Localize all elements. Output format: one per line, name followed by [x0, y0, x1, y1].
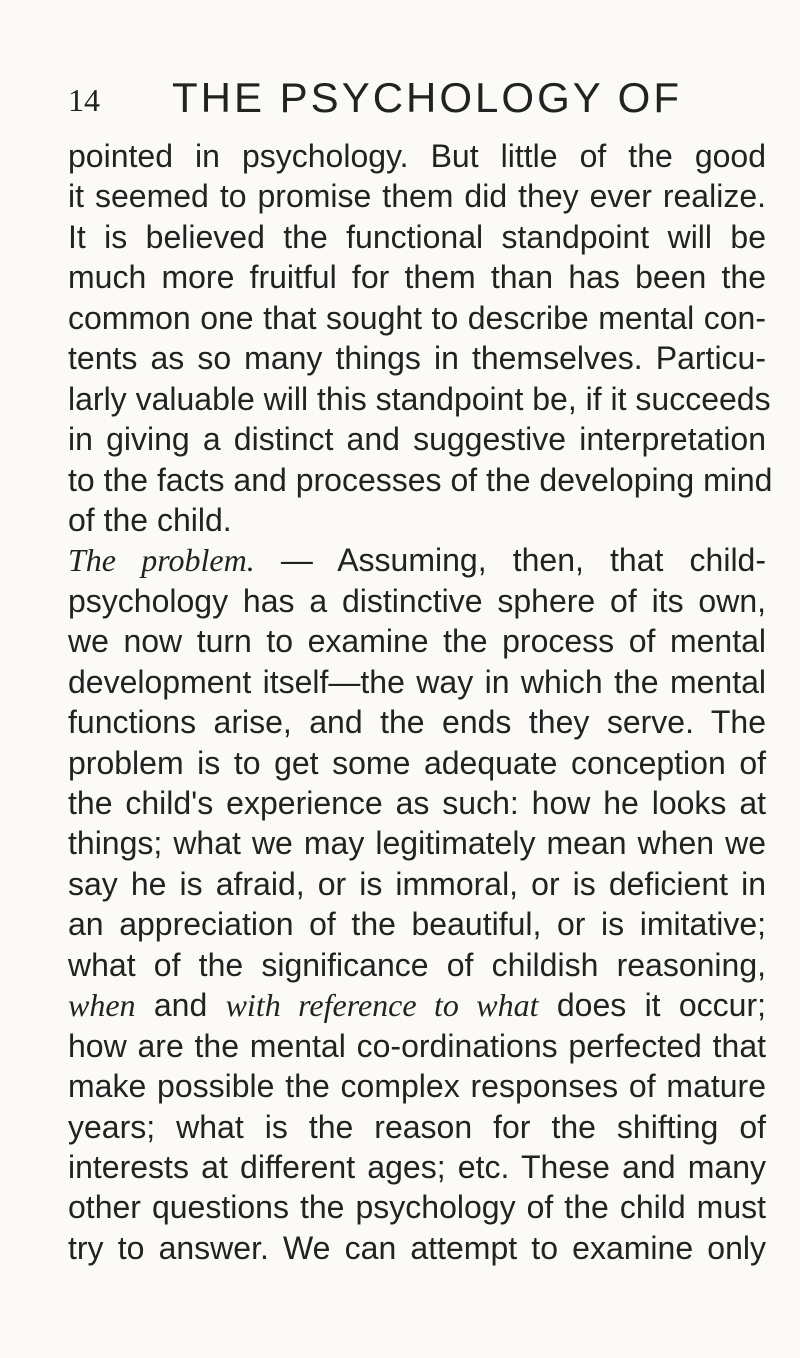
- text-line: of the child.: [68, 501, 232, 538]
- text-line: what of the significance of childish reasoning,: [68, 946, 766, 983]
- text-line: problem is to get some adequate conception of: [68, 744, 766, 781]
- text-line: how are the mental co-ordinations perfected that: [68, 1027, 766, 1064]
- section-heading: The problem.: [68, 542, 255, 579]
- text-line: make possible the complex responses of mature: [68, 1068, 766, 1105]
- text-line: years; what is the reason for the shifting of: [68, 1108, 766, 1145]
- text-line: much more fruitful for them than has been the: [68, 259, 766, 296]
- italic-segment: with reference to what: [225, 987, 539, 1024]
- text-line: It is believed the functional standpoint will be: [68, 218, 766, 255]
- page-number: 14: [68, 82, 100, 118]
- body-text: [68, 136, 773, 1268]
- text-line: it seemed to promise them did they ever realize.: [68, 178, 766, 215]
- italic-segment: when: [68, 987, 136, 1024]
- text-line: in giving a distinct and suggestive interpretation: [68, 421, 766, 458]
- text-line: development itself—the way in which the mental: [68, 663, 766, 700]
- text-line: things; what we may legitimately mean when we: [68, 825, 766, 862]
- text-line: tents as so many things in themselves. Particu-: [68, 340, 766, 377]
- mixed-italic-line: [68, 985, 766, 1025]
- text-line: functions arise, and the ends they serve. The: [68, 704, 766, 741]
- page-header: [68, 68, 758, 120]
- text-line: psychology has a distinctive sphere of its own,: [68, 582, 766, 619]
- text-line: common one that sought to describe mental con-: [68, 299, 766, 336]
- section-heading-line: [68, 540, 766, 580]
- text-line: to the facts and processes of the developing mind: [68, 461, 773, 498]
- text-line: other questions the psychology of the child must: [68, 1189, 766, 1226]
- text-line: an appreciation of the beautiful, or is imitative;: [68, 906, 766, 943]
- text-line: larly valuable will this standpoint be, if it succeeds: [68, 380, 771, 417]
- text-line: try to answer. We can attempt to examine only: [68, 1229, 766, 1266]
- section-heading-rest: — Assuming, then, that child-: [254, 542, 767, 579]
- text-line: say he is afraid, or is immoral, or is deficient in: [68, 865, 766, 902]
- roman-segment: does it occur;: [538, 987, 767, 1024]
- text-line: pointed in psychology. But little of the good: [68, 138, 766, 174]
- text-line: we now turn to examine the process of mental: [68, 623, 766, 660]
- roman-segment: and: [135, 987, 226, 1024]
- running-head: THE PSYCHOLOGY OF: [172, 74, 682, 121]
- text-line: the child's experience as such: how he looks at: [68, 785, 766, 821]
- text-line: interests at different ages; etc. These and many: [68, 1148, 766, 1185]
